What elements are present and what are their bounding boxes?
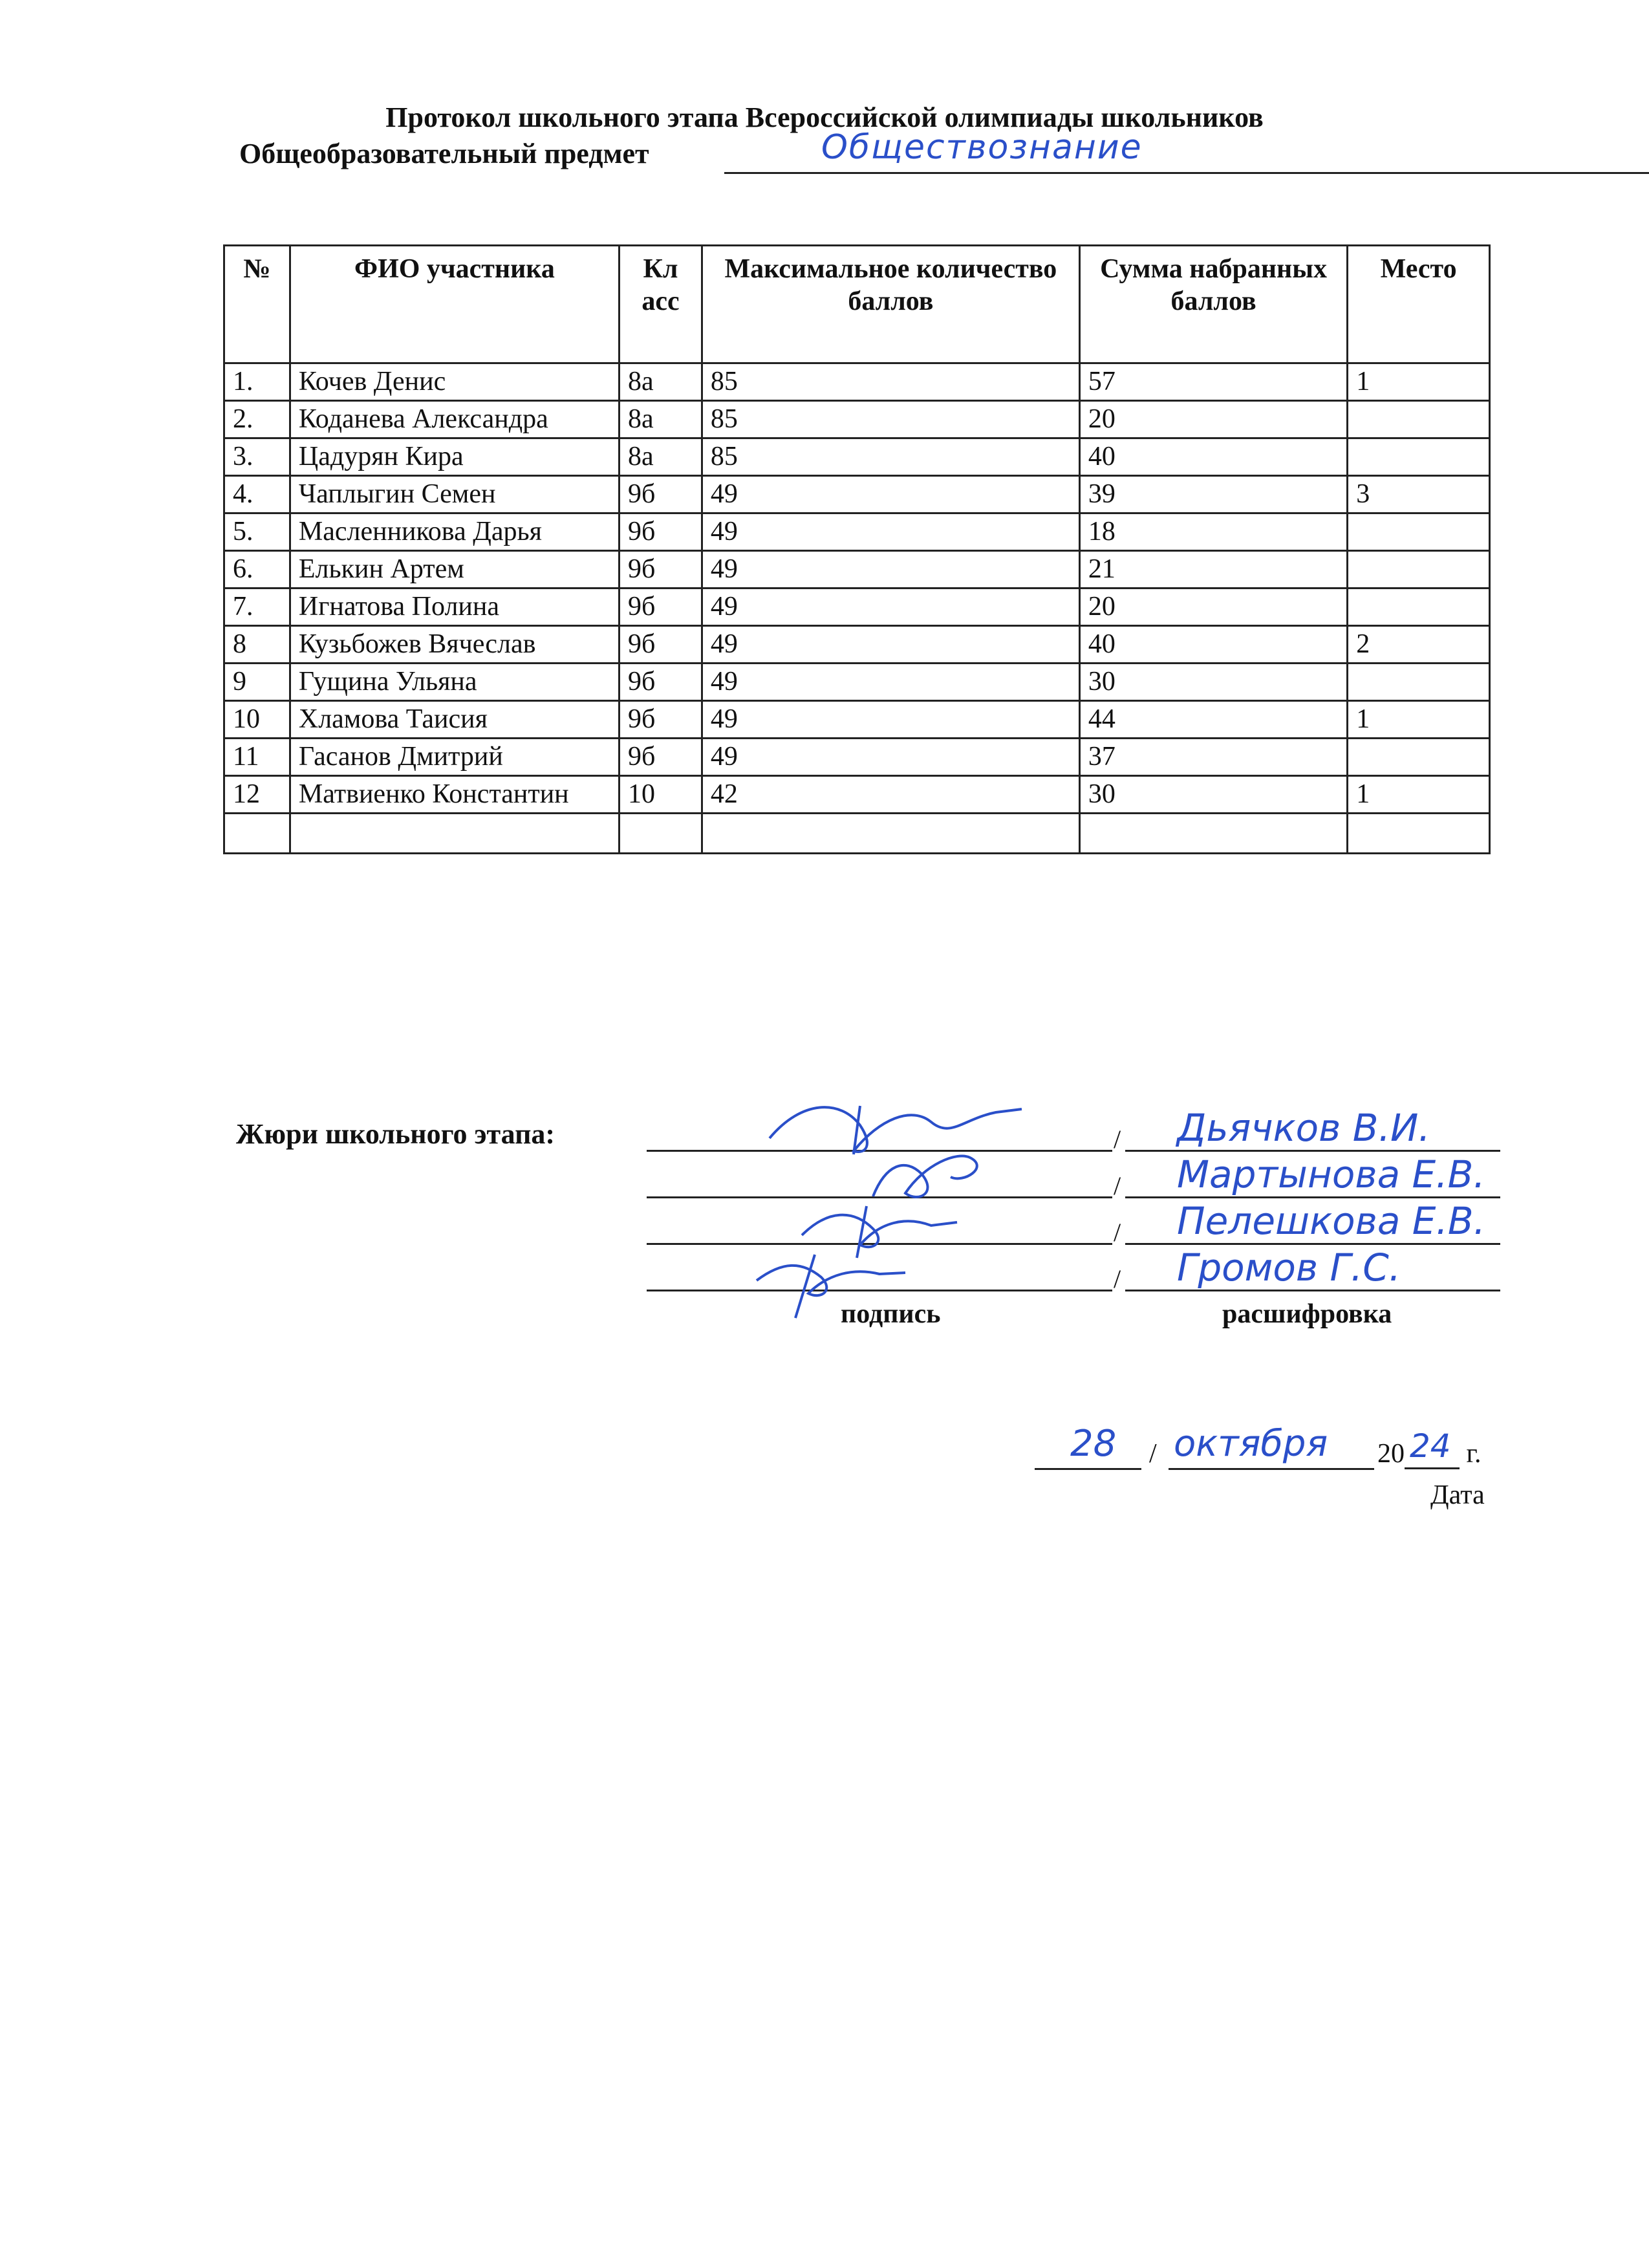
- cell-max-score: 49: [702, 551, 1079, 589]
- cell-max-score: 49: [702, 701, 1079, 739]
- cell-number: 11: [224, 739, 290, 776]
- cell-class: 9б: [620, 626, 702, 664]
- cell-empty: [1348, 814, 1490, 854]
- header-total-score: Сумма набранных баллов: [1079, 246, 1347, 363]
- date-month-line: [1169, 1468, 1374, 1470]
- cell-place: [1348, 513, 1490, 551]
- cell-empty: [290, 814, 619, 854]
- table-row: [224, 776, 1490, 814]
- cell-place: [1348, 401, 1490, 438]
- cell-empty: [702, 814, 1079, 854]
- cell-name: Чаплыгин Семен: [290, 476, 619, 513]
- cell-class: 9б: [620, 739, 702, 776]
- date-year-line: [1405, 1427, 1460, 1469]
- table-row: [224, 589, 1490, 626]
- subject-label: Общеобразовательный предмет: [239, 138, 649, 169]
- cell-place: [1348, 739, 1490, 776]
- cell-total-score: 20: [1079, 401, 1347, 438]
- table-header-row: [224, 246, 1490, 363]
- cell-class: 9б: [620, 664, 702, 701]
- cell-name: Хламова Таисия: [290, 701, 619, 739]
- line-separator: /: [1114, 1171, 1121, 1200]
- cell-place: [1348, 551, 1490, 589]
- cell-total-score: 39: [1079, 476, 1347, 513]
- results-table: [223, 244, 1491, 854]
- date-year-suffix: 24: [1410, 1427, 1451, 1465]
- name-line: [1125, 1290, 1500, 1291]
- table-row: [224, 626, 1490, 664]
- cell-max-score: 49: [702, 664, 1079, 701]
- cell-class: 8а: [620, 401, 702, 438]
- cell-number: 10: [224, 701, 290, 739]
- cell-name: Игнатова Полина: [290, 589, 619, 626]
- signature-caption: подпись: [841, 1299, 941, 1329]
- cell-number: 6.: [224, 551, 290, 589]
- cell-name: Масленникова Дарья: [290, 513, 619, 551]
- cell-place: 3: [1348, 476, 1490, 513]
- cell-number: 8: [224, 626, 290, 664]
- table-row: [224, 363, 1490, 401]
- cell-number: 5.: [224, 513, 290, 551]
- header-name: ФИО участника: [290, 246, 619, 363]
- line-separator: /: [1114, 1264, 1121, 1293]
- cell-empty: [620, 814, 702, 854]
- date-separator: /: [1149, 1439, 1157, 1469]
- cell-number: 7.: [224, 589, 290, 626]
- header-max-score: Максимальное количество баллов: [702, 246, 1079, 363]
- jury-member-name: Пелешкова Е.В.: [1177, 1199, 1486, 1243]
- document-title: Протокол школьного этапа Всероссийской олимпиады школьников: [385, 102, 1264, 133]
- jury-signatures: [647, 1099, 1507, 1345]
- subject-row: [239, 128, 1500, 176]
- date-caption: Дата: [1430, 1480, 1485, 1510]
- cell-name: Гасанов Дмитрий: [290, 739, 619, 776]
- cell-name: Коданева Александра: [290, 401, 619, 438]
- cell-number: 1.: [224, 363, 290, 401]
- table-row: [224, 476, 1490, 513]
- line-separator: /: [1114, 1218, 1121, 1247]
- cell-max-score: 49: [702, 589, 1079, 626]
- jury-label: Жюри школьного этапа:: [236, 1118, 555, 1150]
- cell-class: 9б: [620, 476, 702, 513]
- table-row: [224, 664, 1490, 701]
- cell-name: Кузьбожев Вячеслав: [290, 626, 619, 664]
- cell-name: Гущина Ульяна: [290, 664, 619, 701]
- cell-place: 1: [1348, 701, 1490, 739]
- cell-max-score: 85: [702, 438, 1079, 476]
- cell-total-score: 18: [1079, 513, 1347, 551]
- date-year-prefix: 20: [1377, 1439, 1405, 1469]
- cell-name: Цадурян Кира: [290, 438, 619, 476]
- date-block: [1035, 1423, 1500, 1526]
- cell-class: 8а: [620, 363, 702, 401]
- cell-place: 1: [1348, 363, 1490, 401]
- cell-name: Кочев Денис: [290, 363, 619, 401]
- cell-total-score: 30: [1079, 664, 1347, 701]
- cell-number: 12: [224, 776, 290, 814]
- cell-number: 9: [224, 664, 290, 701]
- cell-max-score: 49: [702, 626, 1079, 664]
- cell-place: [1348, 438, 1490, 476]
- jury-member-name: Громов Г.С.: [1177, 1246, 1401, 1290]
- table-row: [224, 513, 1490, 551]
- table-row: [224, 551, 1490, 589]
- subject-underline: [724, 172, 1649, 174]
- table-row: [224, 701, 1490, 739]
- date-year: [1377, 1427, 1482, 1469]
- jury-member-name: Мартынова Е.В.: [1177, 1152, 1485, 1196]
- header-number: №: [224, 246, 290, 363]
- cell-class: 9б: [620, 513, 702, 551]
- cell-place: [1348, 664, 1490, 701]
- table-row: [224, 438, 1490, 476]
- cell-number: 4.: [224, 476, 290, 513]
- name-line: [1125, 1150, 1500, 1152]
- cell-total-score: 30: [1079, 776, 1347, 814]
- cell-max-score: 49: [702, 513, 1079, 551]
- table-row: [224, 739, 1490, 776]
- header-class: Кл асс: [620, 246, 702, 363]
- name-caption: расшифровка: [1222, 1299, 1392, 1329]
- cell-name: Елькин Артем: [290, 551, 619, 589]
- cell-total-score: 21: [1079, 551, 1347, 589]
- cell-total-score: 44: [1079, 701, 1347, 739]
- cell-empty: [1079, 814, 1347, 854]
- cell-max-score: 85: [702, 363, 1079, 401]
- table-row: [224, 401, 1490, 438]
- jury-member-name: Дьячков В.И.: [1177, 1106, 1430, 1150]
- date-year-unit: г.: [1466, 1439, 1482, 1469]
- date-day-line: [1035, 1468, 1141, 1470]
- cell-class: 9б: [620, 551, 702, 589]
- date-day: 28: [1070, 1423, 1117, 1465]
- cell-empty: [224, 814, 290, 854]
- cell-total-score: 40: [1079, 626, 1347, 664]
- cell-total-score: 57: [1079, 363, 1347, 401]
- cell-name: Матвиенко Константин: [290, 776, 619, 814]
- cell-number: 3.: [224, 438, 290, 476]
- name-line: [1125, 1196, 1500, 1198]
- cell-place: 1: [1348, 776, 1490, 814]
- cell-max-score: 85: [702, 401, 1079, 438]
- cell-class: 9б: [620, 701, 702, 739]
- table-row-empty: [224, 814, 1490, 854]
- cell-place: [1348, 589, 1490, 626]
- cell-place: 2: [1348, 626, 1490, 664]
- cell-max-score: 49: [702, 739, 1079, 776]
- cell-class: 8а: [620, 438, 702, 476]
- cell-total-score: 37: [1079, 739, 1347, 776]
- line-separator: /: [1114, 1125, 1121, 1154]
- cell-max-score: 42: [702, 776, 1079, 814]
- cell-number: 2.: [224, 401, 290, 438]
- name-line: [1125, 1243, 1500, 1245]
- cell-class: 10: [620, 776, 702, 814]
- header-place: Место: [1348, 246, 1490, 363]
- date-month: октября: [1174, 1423, 1328, 1465]
- subject-value: Обществознание: [821, 128, 1143, 167]
- cell-class: 9б: [620, 589, 702, 626]
- cell-total-score: 40: [1079, 438, 1347, 476]
- cell-total-score: 20: [1079, 589, 1347, 626]
- cell-max-score: 49: [702, 476, 1079, 513]
